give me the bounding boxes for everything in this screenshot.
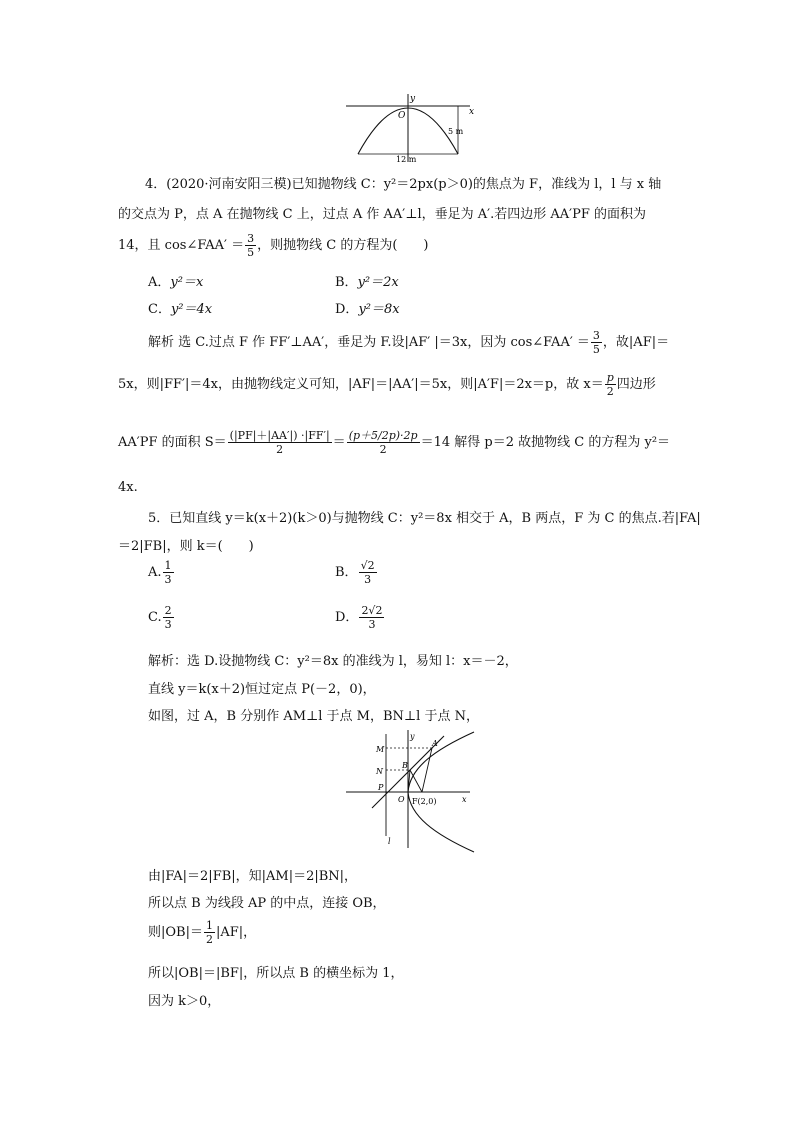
origin-label: O [398, 111, 406, 121]
frac-num: p [606, 371, 614, 384]
q4-line3-a: 14，且 cos∠FAA′ ＝ [118, 238, 245, 253]
q5-option-b [335, 560, 378, 585]
frac-den: 3 [164, 573, 172, 586]
frac-den: 2 [379, 443, 387, 456]
q5-option-a [148, 560, 175, 585]
q4-line1: 4．(2020·河南安阳三模)已知抛物线 C：y²＝2px(p＞0)的焦点为 F，准线为 l，l 与 x 轴 [145, 177, 662, 192]
sol-text: 5x，则|FF′|＝4x，由抛物线定义可知，|AF|＝|AA′|＝5x，则|A′F|＝2x＝p，故 x＝ [118, 377, 604, 392]
frac-num: (p＋5/2p)·2p [348, 429, 418, 442]
point-m-label: M [376, 745, 385, 754]
q4-solution-line2 [118, 372, 656, 397]
frac-num: 2 [164, 604, 172, 617]
y-label: y [410, 732, 415, 741]
arch-figure [340, 92, 480, 164]
width-label: 12 m [396, 155, 417, 164]
af-segment [422, 748, 432, 792]
q5-solution-line7: 所以|OB|＝|BF|，所以点 B 的横坐标为 1， [148, 966, 404, 981]
frac-num: (|PF|＋|AA′|) ·|FF′| [229, 429, 330, 442]
frac-den: 5 [592, 343, 600, 356]
option-label: C． [148, 302, 171, 317]
origin-label: O [398, 795, 405, 804]
option-text: y²＝2x [357, 275, 399, 290]
frac-num: √2 [360, 559, 375, 572]
q5-solution-line3: 如图，过 A，B 分别作 AM⊥l 于点 M，BN⊥l 于点 N， [148, 709, 479, 724]
bf-segment [410, 770, 422, 792]
point-p-label: P [378, 783, 384, 792]
q5-solution-line5: 所以点 B 为线段 AP 的中点，连接 OB， [148, 896, 386, 911]
option-text: y²＝x [170, 275, 204, 290]
q5-line2: ＝2|FB|，则 k＝( ) [118, 539, 254, 554]
sol-fraction [204, 920, 215, 945]
sol-fraction [347, 430, 420, 455]
option-label: B． [335, 275, 358, 290]
option-fraction [359, 605, 384, 630]
option-fraction [359, 560, 377, 585]
q4-line3 [118, 233, 428, 258]
sol-text: 则|OB|＝ [148, 925, 203, 940]
sol-text: AA′PF 的面积 S＝ [118, 435, 227, 450]
frac-den: 2 [606, 385, 614, 398]
frac-den: 2 [276, 443, 284, 456]
height-label: 5 m [448, 127, 464, 136]
frac-den: 3 [368, 618, 376, 631]
sol-fraction [591, 330, 602, 355]
option-label: D． [335, 610, 359, 625]
q4-option-d [335, 298, 400, 317]
q4-frac-den: 5 [247, 246, 255, 259]
q5-solution-line6 [148, 920, 256, 945]
point-a-label: A [432, 739, 438, 748]
q4-option-a [148, 271, 203, 290]
q4-fraction [245, 233, 256, 258]
directrix-label: l [388, 837, 391, 846]
q5-solution-line4: 由|FA|＝2|FB|，知|AM|＝2|BN|， [148, 869, 358, 884]
x-label: x [469, 107, 475, 117]
sol-text: |AF|， [215, 925, 257, 940]
sol-fraction [605, 372, 616, 397]
option-label: C. [148, 610, 162, 625]
frac-num: 1 [164, 559, 172, 572]
frac-num: 1 [205, 919, 213, 932]
frac-den: 3 [164, 618, 172, 631]
q4-solution-line1 [148, 330, 669, 355]
option-label: B． [335, 565, 358, 580]
option-text: y²＝8x [358, 302, 400, 317]
q4-frac-num: 3 [247, 232, 255, 245]
sol-text: ＝14 解得 p＝2 故抛物线 C 的方程为 y²＝ [420, 435, 671, 450]
y-label: y [410, 94, 416, 104]
frac-den: 2 [205, 933, 213, 946]
q4-option-c [148, 298, 212, 317]
option-label: A． [148, 275, 171, 290]
option-label: D． [335, 302, 359, 317]
x-label: x [462, 795, 467, 804]
frac-num: 3 [592, 329, 600, 342]
sol-text: ＝ [332, 435, 346, 450]
sol-text: 解析 选 C.过点 F 作 FF′⊥AA′，垂足为 F.设|AF′ |＝3x，因为 cos∠FAA′ ＝ [148, 335, 590, 350]
q5-line1: 5．已知直线 y＝k(x＋2)(k＞0)与抛物线 C：y²＝8x 相交于 A，B 两点，F 为 C 的焦点.若|FA| [148, 511, 701, 526]
parabola-line-figure [344, 728, 478, 856]
q4-solution-line4: 4x. [118, 480, 138, 495]
q4-solution-line3 [118, 430, 670, 455]
q5-solution-line1: 解析：选 D.设抛物线 C：y²＝8x 的准线为 l，易知 l：x＝－2， [148, 654, 518, 669]
sol-text: 四边形 [616, 377, 656, 392]
q5-option-c [148, 605, 175, 630]
q4-line3-b: ，则抛物线 C 的方程为( ) [257, 238, 429, 253]
q4-line2: 的交点为 P，点 A 在抛物线 C 上，过点 A 作 AA′⊥l，垂足为 A′.若四边形 AA′PF 的面积为 [118, 207, 647, 222]
point-b-label: B [402, 761, 408, 770]
point-n-label: N [376, 767, 383, 776]
q5-solution-line8: 因为 k＞0， [148, 994, 221, 1009]
sol-text: ，故|AF|＝ [602, 335, 670, 350]
option-text: y²＝4x [170, 302, 213, 317]
option-fraction [163, 605, 174, 630]
q5-option-d [335, 605, 385, 630]
option-fraction [163, 560, 174, 585]
frac-num: 2√2 [361, 604, 383, 617]
focus-label: F(2,0) [412, 797, 437, 806]
option-label: A. [148, 565, 162, 580]
q4-option-b [335, 271, 399, 290]
frac-den: 3 [364, 573, 372, 586]
sol-fraction [228, 430, 332, 455]
q5-solution-line2: 直线 y＝k(x＋2)恒过定点 P(－2，0)， [148, 682, 376, 697]
